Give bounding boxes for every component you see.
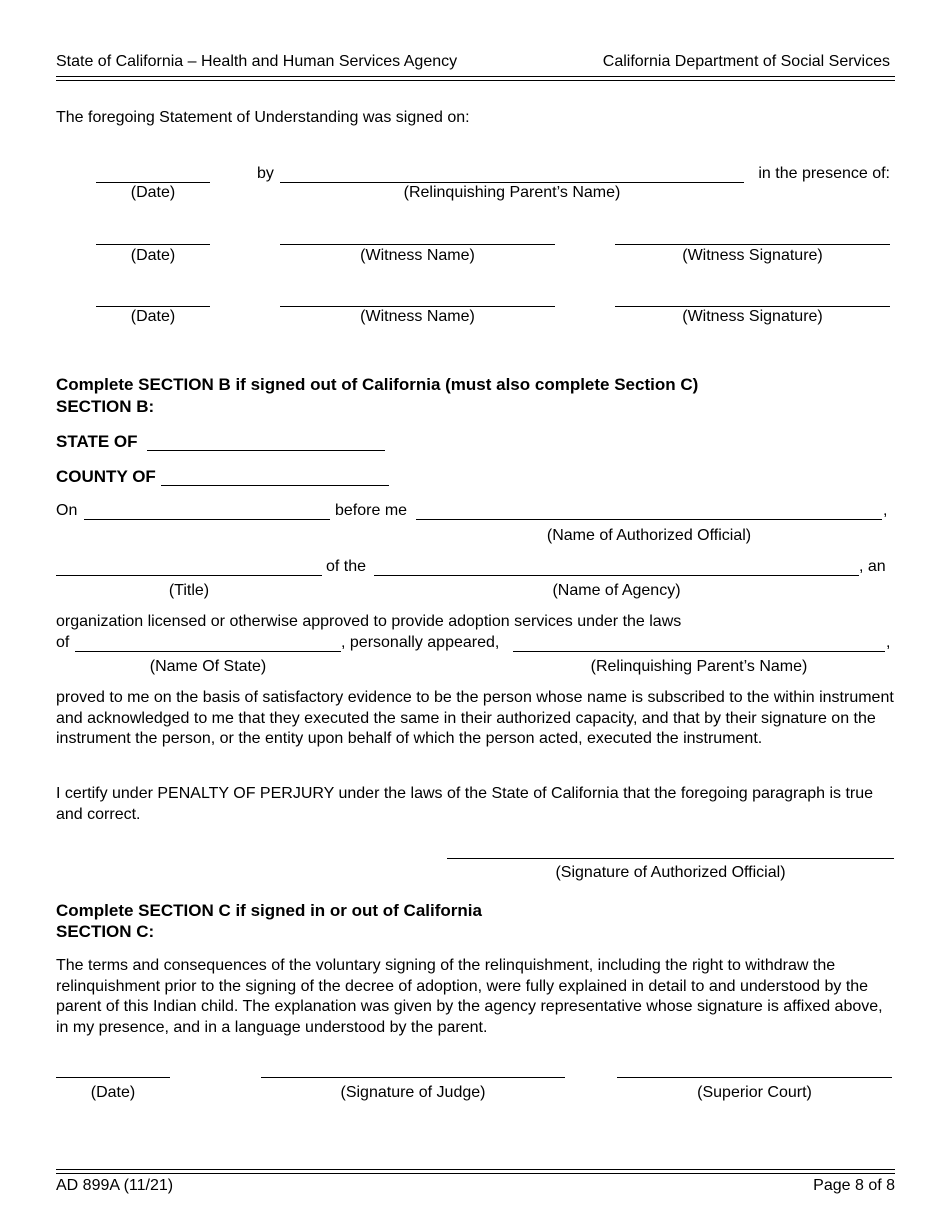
- official-signature-caption: (Signature of Authorized Official): [555, 864, 786, 881]
- agency-name-field[interactable]: [374, 575, 859, 576]
- state-name-field[interactable]: [75, 651, 341, 652]
- witness-signature-caption: (Witness Signature): [682, 247, 823, 264]
- superior-court-line[interactable]: [617, 1077, 892, 1078]
- comma: ,: [883, 502, 888, 519]
- superior-court-caption: (Superior Court): [697, 1084, 812, 1101]
- state-of-label: STATE OF: [56, 432, 138, 451]
- official-signature-line[interactable]: [447, 858, 894, 859]
- date-caption: (Date): [90, 1084, 136, 1101]
- date-line[interactable]: [96, 244, 210, 245]
- header-department: California Department of Social Services: [602, 53, 890, 70]
- title-caption: (Title): [168, 582, 210, 599]
- witness-name-line[interactable]: [280, 244, 555, 245]
- official-name-field[interactable]: [416, 519, 882, 520]
- presence-label: in the presence of:: [758, 165, 890, 182]
- county-of-label: COUNTY OF: [56, 467, 156, 486]
- county-of-field[interactable]: [161, 485, 389, 486]
- section-c-heading: Complete SECTION C if signed in or out of California: [56, 901, 482, 920]
- on-date-field[interactable]: [84, 519, 330, 520]
- by-label: by: [257, 165, 274, 182]
- section-b-heading: Complete SECTION B if signed out of California (must also complete Section C): [56, 375, 699, 394]
- personally-appeared-label: , personally appeared,: [341, 634, 500, 651]
- date-caption: (Date): [130, 247, 176, 264]
- witness-name-caption: (Witness Name): [360, 247, 475, 264]
- judge-signature-caption: (Signature of Judge): [340, 1084, 486, 1101]
- organization-text: organization licensed or otherwise approved to provide adoption services under the laws: [56, 613, 682, 630]
- title-field[interactable]: [56, 575, 322, 576]
- relinquishing-parent-caption: (Relinquishing Parent’s Name): [590, 658, 808, 675]
- of-the-label: of the: [326, 558, 367, 575]
- an-text: an: [867, 558, 886, 575]
- header-agency: State of California – Health and Human Services Agency: [56, 53, 458, 70]
- page-number: Page 8 of 8: [813, 1177, 895, 1194]
- state-of-field[interactable]: [147, 450, 385, 451]
- personally-appeared-text: personally appeared,: [349, 634, 500, 651]
- of-label: of: [56, 634, 70, 651]
- footer-rule-top: [56, 1169, 895, 1170]
- witness-signature-line[interactable]: [615, 244, 890, 245]
- intro-text: The foregoing Statement of Understanding was signed on:: [56, 109, 470, 126]
- on-label: On: [56, 502, 78, 519]
- footer-rule-bottom: [56, 1173, 895, 1174]
- parent-name-caption: (Relinquishing Parent’s Name): [403, 184, 621, 201]
- proved-paragraph: proved to me on the basis of satisfactory evidence to be the person whose name is subscribed to the within instrument and acknowledged to me that they executed the same in their authorized capacity, and that by their signature on the instrument the person, or the entity upon behalf of which the person acted, executed the instrument.: [56, 689, 894, 747]
- date-line[interactable]: [56, 1077, 170, 1078]
- state-name-caption: (Name Of State): [149, 658, 267, 675]
- section-b-title: SECTION B:: [56, 397, 155, 416]
- official-name-caption: (Name of Authorized Official): [546, 527, 752, 544]
- certify-paragraph: I certify under PENALTY OF PERJURY under the laws of the State of California that the foregoing paragraph is true and correct.: [56, 785, 874, 823]
- witness-name-caption: (Witness Name): [360, 308, 475, 325]
- date-caption: (Date): [130, 184, 176, 201]
- date-caption: (Date): [130, 308, 176, 325]
- form-id: AD 899A (11/21): [56, 1177, 174, 1194]
- before-me-label: before me: [335, 502, 408, 519]
- section-c-title: SECTION C:: [56, 922, 155, 941]
- header-rule-top: [56, 76, 895, 77]
- comma: ,: [886, 634, 891, 651]
- judge-signature-line[interactable]: [261, 1077, 565, 1078]
- header-rule-bottom: [56, 80, 895, 81]
- agency-name-caption: (Name of Agency): [552, 582, 681, 599]
- section-c-paragraph: The terms and consequences of the voluntary signing of the relinquishment, including the right to withdraw the relinquishment prior to the signing of the decree of adoption, were fully explained in detail to and understood by the parent of this Indian child. The explanation was given by the agency representative whose signature is affixed above, in my presence, and in a language understood by the parent.: [56, 957, 883, 1036]
- relinquishing-parent-field[interactable]: [513, 651, 885, 652]
- an-label: , an: [859, 558, 886, 575]
- witness-signature-caption: (Witness Signature): [682, 308, 823, 325]
